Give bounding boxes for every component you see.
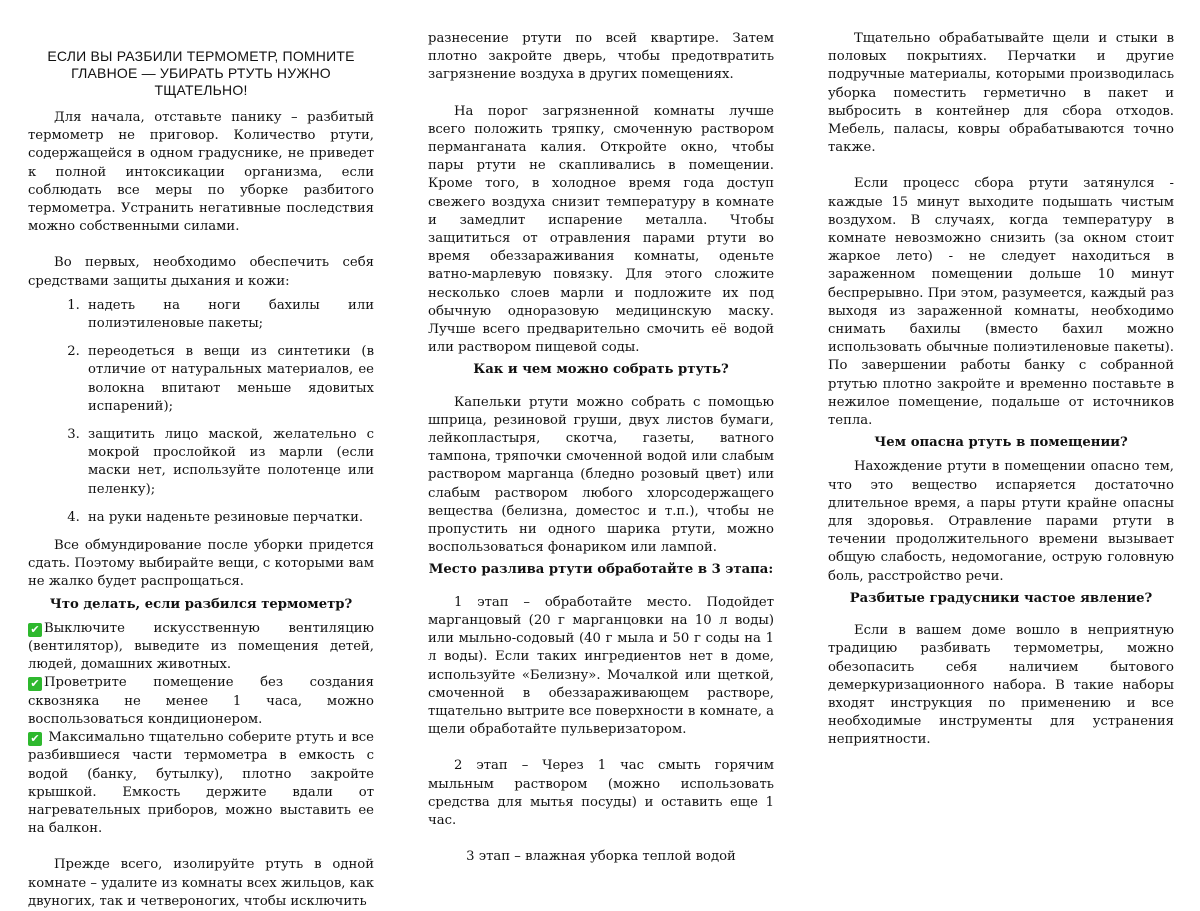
heading-frequent: Разбитые градусники частое явление? — [849, 590, 1153, 606]
column-1 — [28, 30, 374, 911]
continuation-paragraph: разнесение ртути по всей квартире. Затем плотно закройте дверь, чтобы предотвратить загрязнение воздуха в других помещениях. — [428, 31, 774, 83]
list-item: 2. переодеться в вещи из синтетики (в отличие от натуральных материалов, ее волокна впитают меньше ядовитых испарений); — [84, 343, 374, 416]
main-title: ЕСЛИ ВЫ РАЗБИЛИ ТЕРМОМЕТР, ПОМНИТЕ ГЛАВНОЕ — УБИРАТЬ РТУТЬ НУЖНО ТЩАТЕЛЬНО! — [47, 48, 355, 98]
list-item: 1. надеть на ноги бахилы или полиэтиленовые пакеты; — [84, 297, 374, 333]
check-item-text: Максимально тщательно соберите ртуть и все разбившиеся части термометра в емкость с водой (банку, бутылку), плотно закройте крышкой. Емкость держите вдали от нагревательных приборов, можно выставить ее на балкон. — [28, 730, 374, 837]
heading-stages: Место разлива ртути обработайте в 3 этапа: — [428, 562, 774, 578]
check-mark-icon: ✔ — [28, 732, 42, 746]
protection-intro: Во первых, необходимо обеспечить себя средствами защиты дыхания и кожи: — [28, 255, 374, 289]
threshold-paragraph: На порог загрязненной комнаты лучше всего положить тряпку, смоченную раствором перманганата калия. Откройте окно, чтобы пары ртути не скапливались в помещении. Кроме того, в холодное время года доступ свежего воздуха снизит температуру в комнате и замедлит испарение металла. Чтобы защититься от отравления парами ртути во время обеззараживания комнаты, оденьте ватно-марлевую повязку. Для этого сложите несколько слоев марли и подложите их под обычную одноразовую медицинскую маску. Лучше всего предварительно смочить её водой или раствором пищевой соды. — [428, 103, 774, 356]
column-2 — [428, 30, 774, 866]
list-item: 4. на руки наденьте резиновые перчатки. — [84, 509, 374, 527]
protection-steps-list — [28, 297, 374, 527]
heading-what-to-do: Что делать, если разбился термометр? — [49, 596, 353, 612]
heading-danger: Чем опасна ртуть в помещении? — [874, 435, 1128, 451]
isolate-paragraph: Прежде всего, изолируйте ртуть в одной комнате – удалите из комнаты всех жильцов, как двуногих, так и четвероногих, чтобы исключить — [28, 857, 374, 909]
check-item — [28, 620, 374, 675]
danger-paragraph: Нахождение ртути в помещении опасно тем, что это вещество испаряется достаточно длительное время, а пары ртути крайне опасны для здоровья. Отравление парами ртути в течении продолжительного времени вызывает общую слабость, недомогание, острую головную боль, расстройство речи. — [828, 459, 1174, 584]
stage-2-paragraph: 2 этап – Через 1 час смыть горячим мыльным раствором (можно использовать средства для мытья посуды) и оставить еще 1 час. — [428, 758, 774, 828]
frequent-paragraph: Если в вашем доме вошло в неприятную традицию разбивать термометры, можно обезопасить себя наличием бытового демеркуризационного набора. В такие наборы входят инструкция по применению и все необходимые инструменты для устранения неприятности. — [828, 623, 1174, 748]
list-item: 3. защитить лицо маской, желательно с мокрой прослойкой из марли (если маски нет, используйте полотенце или пеленку); — [84, 426, 374, 499]
check-item — [28, 674, 374, 729]
stage-3-paragraph: 3 этап – влажная уборка теплой водой — [466, 849, 736, 865]
stage-1-paragraph: 1 этап – обработайте место. Подойдет марганцовый (20 г марганцовки на 10 л воды) или мыльно-содовый (40 г мыла и 50 г соды на 1 л воды). Если таких ингредиентов нет в доме, используйте «Белизну». Мочалкой или щеткой, смоченной в обеззараживающем растворе, тщательно вытрите все поверхности в комнате, а щели обработайте пульверизатором. — [428, 594, 774, 738]
check-mark-icon: ✔ — [28, 623, 42, 637]
column-3 — [828, 30, 1174, 750]
heading-collect: Как и чем можно собрать ртуть? — [473, 362, 729, 378]
uniform-note: Все обмундирование после уборки придется сдать. Поэтому выбирайте вещи, с которыми вам не жалко будет распрощаться. — [28, 538, 374, 590]
check-item-text: Выключите искусственную вентиляцию (вентилятор), выведите из помещения детей, людей, домашних животных. — [28, 620, 374, 673]
check-item-text: Проветрите помещение без создания сквозняка не менее 1 часа, можно воспользоваться кондиционером. — [28, 675, 374, 727]
cracks-paragraph: Тщательно обрабатывайте щели и стыки в половых покрытиях. Перчатки и другие подручные материалы, которыми производилась уборка поместить герметично в пакет и выбросить в контейнер для сбора отходов. Мебель, паласы, ковры обрабатываются точно также. — [828, 31, 1174, 156]
breaks-paragraph: Если процесс сбора ртути затянулся - каждые 15 минут выходите подышать чистым воздухом. В случаях, когда температуру в комнате невозможно снизить (за окном стоит жаркое лето) - не следует находиться в зараженном помещении дольше 10 минут беспрерывно. При этом, разумеется, каждый раз выходя из зараженной комнаты, необходимо снимать бахилы (вместо бахил можно использовать обычные полиэтиленовые пакеты). По завершении работы банку с собранной ртутью плотно закройте и временно поставьте в нежилое помещение, подальше от источников тепла. — [828, 176, 1174, 429]
check-item — [28, 729, 374, 838]
check-mark-icon: ✔ — [28, 677, 42, 691]
collect-paragraph: Капельки ртути можно собрать с помощью шприца, резиновой груши, двух листов бумаги, лейкопластыря, скотча, газеты, ватного тампона, тряпочки смоченной водой или слабым раствором марганца (бледно розовый цвет) или слабым раствором любого хлорсодержащего вещества (белизна, доместос и т.п.), чтобы не пропустить ни одного шарика ртути, можно воспользоваться фонариком или лампой. — [428, 394, 774, 556]
intro-paragraph: Для начала, отставьте панику – разбитый термометр не приговор. Количество ртути, содержащейся в одном градуснике, не приведет к полной интоксикации организма, если соблюдать все меры по уборке разбитого термометра. Устранить негативные последствия можно собственными силами. — [28, 110, 374, 235]
